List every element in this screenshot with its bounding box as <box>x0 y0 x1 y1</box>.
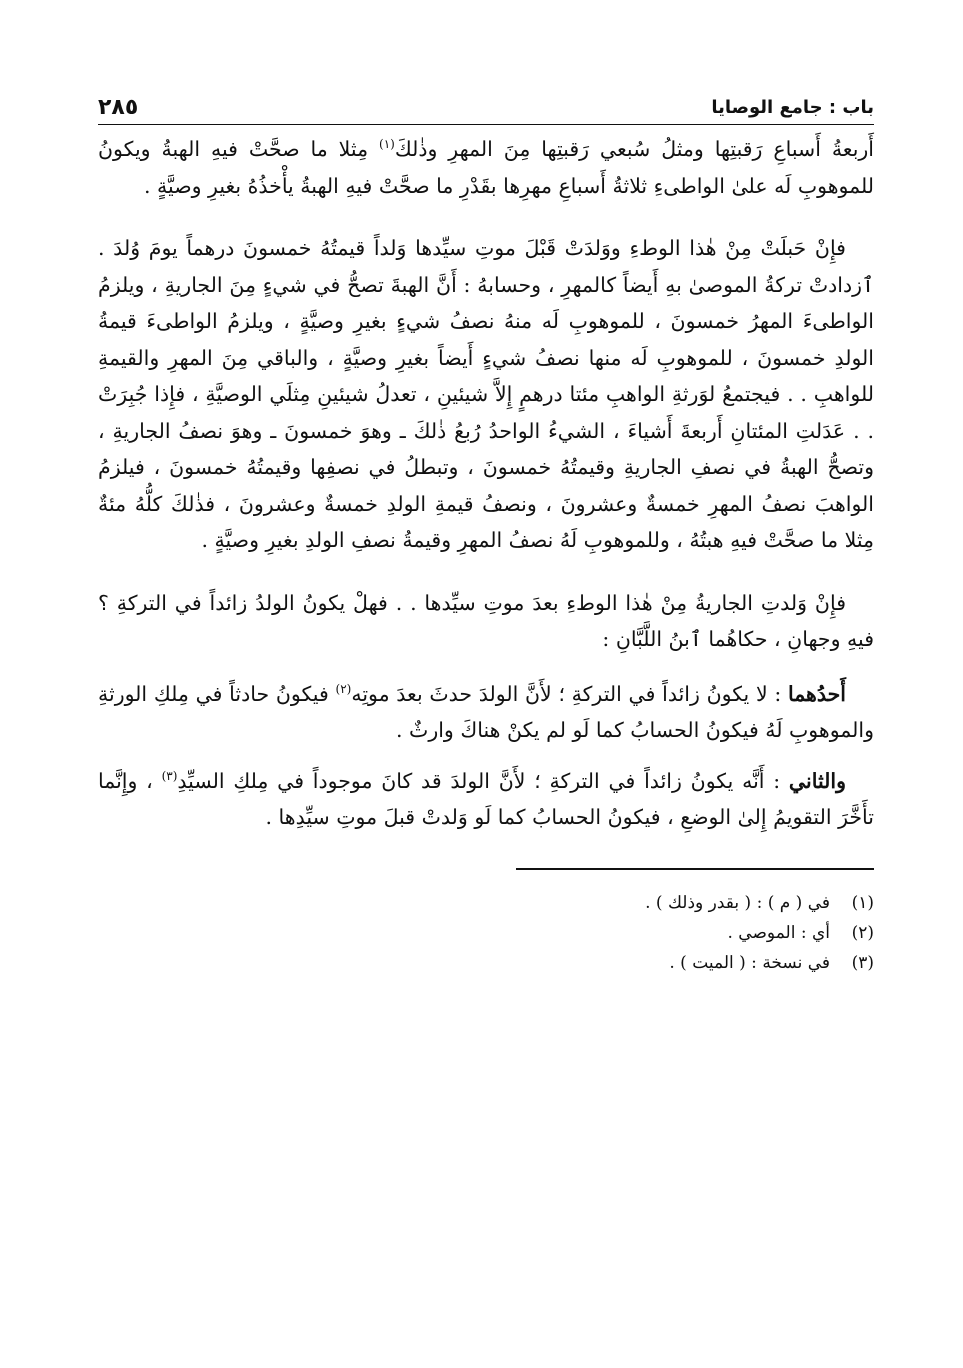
footnote-text: في ( م ) : ( بقدر وذلك ) . <box>645 892 830 913</box>
paragraph-text: فإِنْ وَلدتِ الجاريةُ مِنْ هٰذا الوطءِ بعدَ موتِ سيِّدها . . فهلْ يكونُ الولدُ زائداً في التركةِ ؟ فيهِ وجهانِ ، حكاهُما ٱبنُ اللَّبَّانِ : <box>98 590 874 651</box>
footnote-number: (٢) <box>851 922 874 943</box>
footnote-number: (١) <box>851 892 874 913</box>
paragraph-4 <box>98 676 874 749</box>
footnote-3 <box>98 948 874 978</box>
chapter-title: باب : جامع الوصايا <box>711 97 874 118</box>
paragraph-text: فإِنْ حَبلَتْ مِنْ هٰذا الوطءِ ووَلدَتْ قَبْلَ موتِ سيِّدها وَلداً قيمتُهُ خمسونَ درهماً يومَ وُلدَ . ٱزدادتْ تركةُ الموصىٰ بهِ أَيضاً كالمهرِ ، وحسابهُ : أَنَّ الهبةَ تصحُّ في شيءٍ مِنَ الجاريةِ ، ويلزمُ الواطىءَ المهرُ خمسونَ ، للموهوبِ لَه منهُ نصفُ شيءٍ بغيرِ وصيَّةٍ ، ويلزمُ الواطىءَ قيمةُ الولدِ خمسونَ ، للموهوبِ لَه منها نصفُ شيءٍ أَيضاً بغيرِ وصيَّةٍ ، والباقي مِنَ المهرِ والقيمةِ للواهبِ . . فيجتمعُ لوَرثةِ الواهبِ مئتا درهمٍ إِلاَّ شيئينِ ، تعدلُ شيئينِ مِثلَي الوصيَّةِ ، فإِذا جُبِرَتْ . . عَدَلتِ المئتانِ أَربعةَ أَشياءَ ، الشيءُ الواحدُ رُبعُ ذٰلكَ ـ وهوَ خمسونَ ـ وهوَ نصفُ الجاريةِ ، وتصحُّ الهبةُ في نصفِ الجاريةِ وقيمتُهُ خمسونَ ، وتبطلُ في نصفِها وقيمتُهُ خمسونَ ، فيلزمُ الواهبَ نصفُ المهرِ خمسةٌ وعشرونَ ، ونصفُ قيمةِ الولدِ خمسةٌ وعشرونَ ، فذٰلكَ كلُّهُ مئةٌ مِثلا ما صحَّتْ فيهِ هبتُهُ ، وللموهوبِ لَهُ نصفُ المهرِ وقيمةُ نصفِ الولدِ بغيرِ وصيَّةٍ . <box>98 236 874 552</box>
footnotes <box>98 888 874 978</box>
paragraph-lead: أَحدُهما <box>787 681 846 706</box>
footnote-ref-3[interactable]: (٣) <box>161 768 178 783</box>
footnote-separator <box>516 868 874 870</box>
running-header <box>98 84 874 124</box>
book-page <box>98 84 874 1344</box>
paragraph-5 <box>98 763 874 836</box>
page-number: ٢٨٥ <box>98 95 139 120</box>
footnote-ref-1[interactable]: (١) <box>379 137 395 152</box>
main-text <box>98 131 874 836</box>
paragraph-2 <box>98 230 874 559</box>
footnote-1 <box>98 888 874 918</box>
footnote-2 <box>98 918 874 948</box>
paragraph-text: فيكونُ حادثاً في مِلكِ الورثةِ والموهوبِ لَهُ فيكونُ الحسابُ كما لَو لم يكنْ هناكَ وارثٌ . <box>98 681 874 742</box>
footnote-text: أي : الموصي . <box>727 922 830 943</box>
paragraph-3 <box>98 585 874 658</box>
paragraph-text: مِثلا ما صحَّتْ فيهِ الهبةُ ويكونُ للموهوبِ لَه علىٰ الواطىءِ ثلاثةُ أَسباعِ مهرِها بقَدْرِ ما صحَّتْ فيهِ الهبةُ يأْخذُهُ بغيرِ وصيَّةٍ . <box>98 137 874 198</box>
footnote-text: في نسخة : ( الميت ) . <box>669 952 830 973</box>
paragraph-text: أَربعةُ أَسباعِ رَقبتِها ومثلُ سُبعي رَقبتِها مِنَ المهرِ وذٰلكَ <box>394 137 875 161</box>
paragraph-lead: والثاني <box>788 768 846 793</box>
header-rule <box>98 124 874 125</box>
paragraph-1 <box>98 131 874 204</box>
paragraph-text: ، وإِنَّما تأَخَّرَ التقويمُ إِلىٰ الوضعِ ، فيكونُ الحسابُ كما لَو وَلدتْ قبلَ موتِ سيِّدِها . <box>98 768 874 829</box>
paragraph-text: : لا يكونُ زائداً في التركةِ ؛ لأَنَّ الولدَ حدثَ بعدَ موتِه <box>351 681 788 706</box>
footnote-number: (٣) <box>851 952 874 973</box>
footnote-ref-2[interactable]: (٢) <box>335 681 352 696</box>
paragraph-text: : أَنَّه يكونُ زائداً في التركةِ ؛ لأَنَّ الولدَ قد كانَ موجوداً في مِلكِ السيِّدِ <box>177 768 789 793</box>
